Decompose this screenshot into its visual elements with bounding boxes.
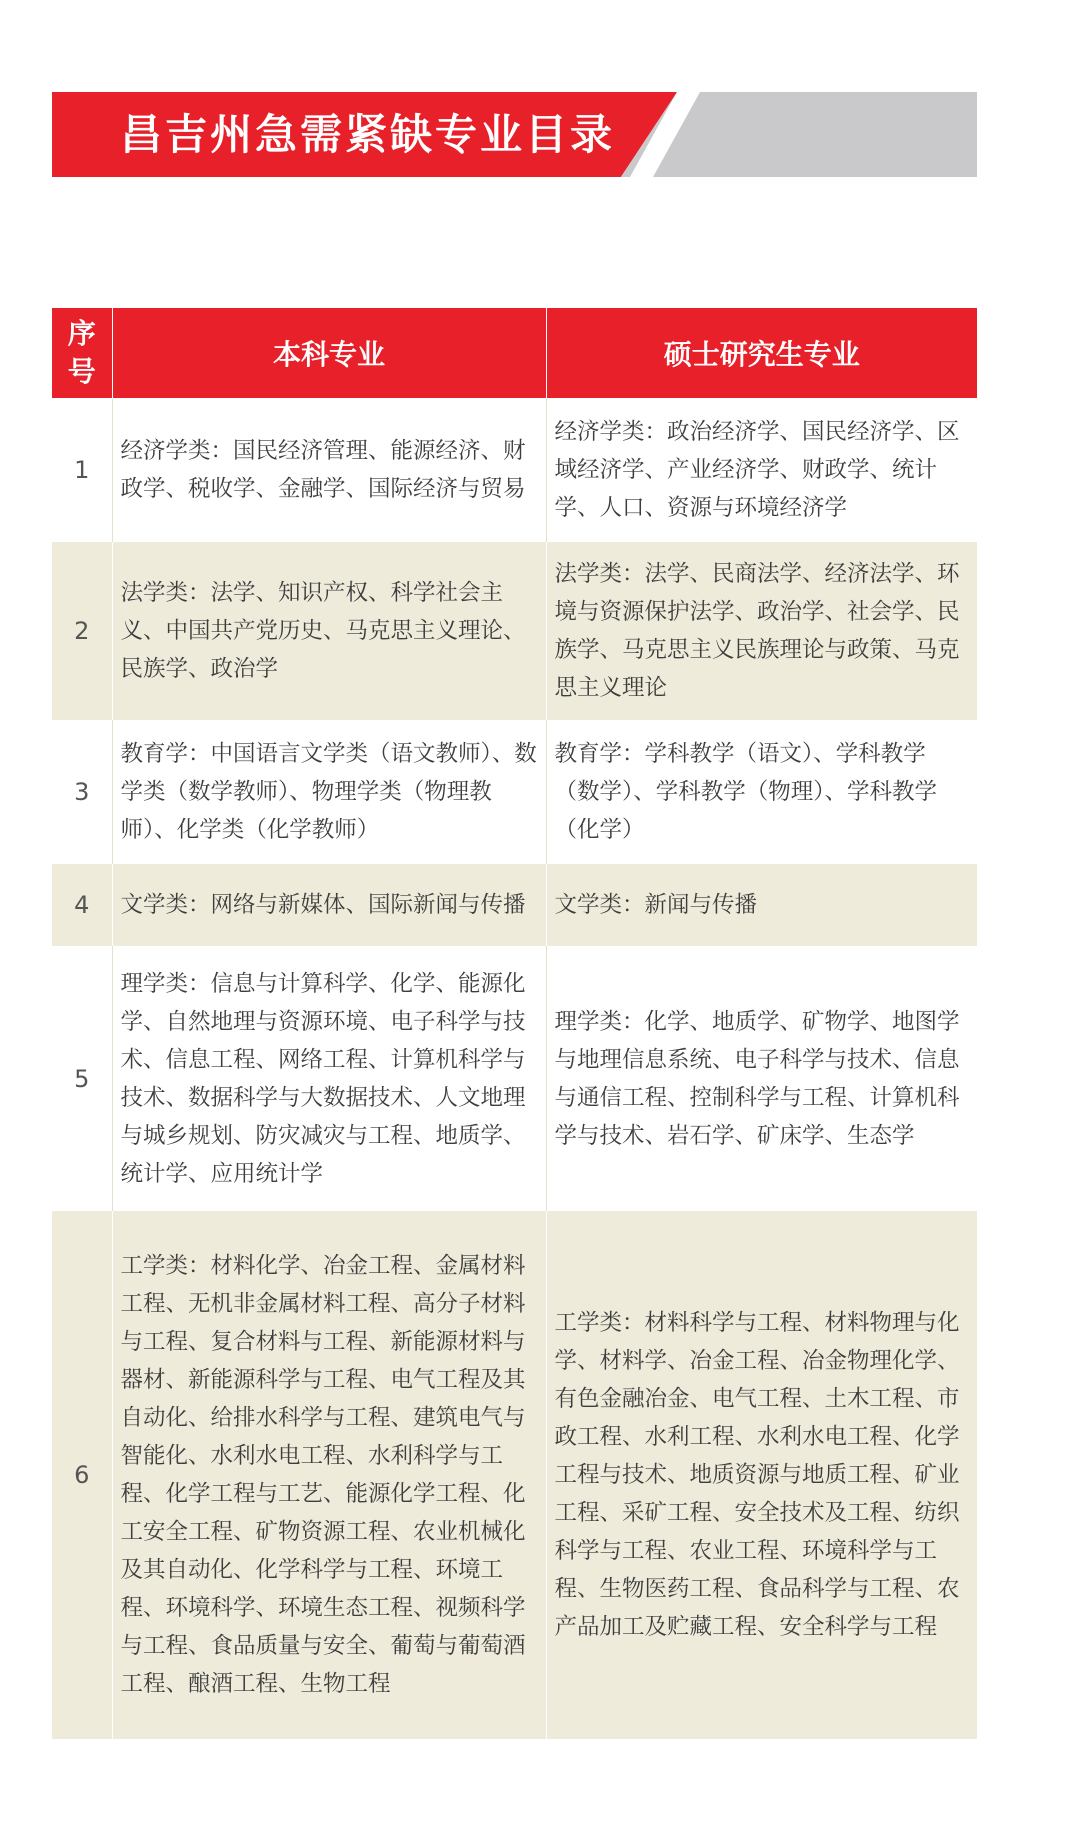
table-row xyxy=(52,946,977,1211)
row-index: 2 xyxy=(52,542,112,720)
table-row xyxy=(52,542,977,720)
header-undergraduate: 本科专业 xyxy=(112,308,546,398)
postgraduate-majors: 工学类：材料科学与工程、材料物理与化学、材料学、冶金工程、冶金物理化学、有色金融冶金、电气工程、土木工程、市政工程、水利工程、水利水电工程、化学工程与技术、地质资源与地质工程、矿业工程、采矿工程、安全技术及工程、纺织科学与工程、农业工程、环境科学与工程、生物医药工程、食品科学与工程、农产品加工及贮藏工程、安全科学与工程 xyxy=(546,1211,977,1739)
undergraduate-majors: 工学类：材料化学、冶金工程、金属材料工程、无机非金属材料工程、高分子材料与工程、复合材料与工程、新能源材料与器材、新能源科学与工程、电气工程及其自动化、给排水科学与工程、建筑电气与智能化、水利水电工程、水利科学与工程、化学工程与工艺、能源化学工程、化工安全工程、矿物资源工程、农业机械化及其自动化、化学科学与工程、环境工程、环境科学、环境生态工程、视频科学与工程、食品质量与安全、葡萄与葡萄酒工程、酿酒工程、生物工程 xyxy=(112,1211,546,1739)
undergraduate-majors: 法学类：法学、知识产权、科学社会主义、中国共产党历史、马克思主义理论、民族学、政治学 xyxy=(112,542,546,720)
undergraduate-majors: 理学类：信息与计算科学、化学、能源化学、自然地理与资源环境、电子科学与技术、信息工程、网络工程、计算机科学与技术、数据科学与大数据技术、人文地理与城乡规划、防灾减灾与工程、地质学、统计学、应用统计学 xyxy=(112,946,546,1211)
table-header-row xyxy=(52,308,977,398)
header-index: 序号 xyxy=(52,308,112,398)
row-index: 3 xyxy=(52,720,112,864)
postgraduate-majors: 教育学：学科教学（语文）、学科教学（数学）、学科教学（物理）、学科教学（化学） xyxy=(546,720,977,864)
postgraduate-majors: 文学类：新闻与传播 xyxy=(546,864,977,946)
row-index: 1 xyxy=(52,398,112,542)
table-row xyxy=(52,1211,977,1739)
row-index: 5 xyxy=(52,946,112,1211)
postgraduate-majors: 经济学类：政治经济学、国民经济学、区域经济学、产业经济学、财政学、统计学、人口、资源与环境经济学 xyxy=(546,398,977,542)
table-row xyxy=(52,864,977,946)
table-row xyxy=(52,720,977,864)
postgraduate-majors: 理学类：化学、地质学、矿物学、地图学与地理信息系统、电子科学与技术、信息与通信工程、控制科学与工程、计算机科学与技术、岩石学、矿床学、生态学 xyxy=(546,946,977,1211)
header-postgraduate: 硕士研究生专业 xyxy=(546,308,977,398)
undergraduate-majors: 文学类：网络与新媒体、国际新闻与传播 xyxy=(112,864,546,946)
title-banner xyxy=(52,92,977,177)
row-index: 6 xyxy=(52,1211,112,1739)
page-title: 昌吉州急需紧缺专业目录 xyxy=(120,110,616,159)
row-index: 4 xyxy=(52,864,112,946)
major-catalog-table xyxy=(52,308,977,1739)
undergraduate-majors: 经济学类：国民经济管理、能源经济、财政学、税收学、金融学、国际经济与贸易 xyxy=(112,398,546,542)
undergraduate-majors: 教育学：中国语言文学类（语文教师）、数学类（数学教师）、物理学类（物理教师）、化学类（化学教师） xyxy=(112,720,546,864)
table-row xyxy=(52,398,977,542)
postgraduate-majors: 法学类：法学、民商法学、经济法学、环境与资源保护法学、政治学、社会学、民族学、马克思主义民族理论与政策、马克思主义理论 xyxy=(546,542,977,720)
